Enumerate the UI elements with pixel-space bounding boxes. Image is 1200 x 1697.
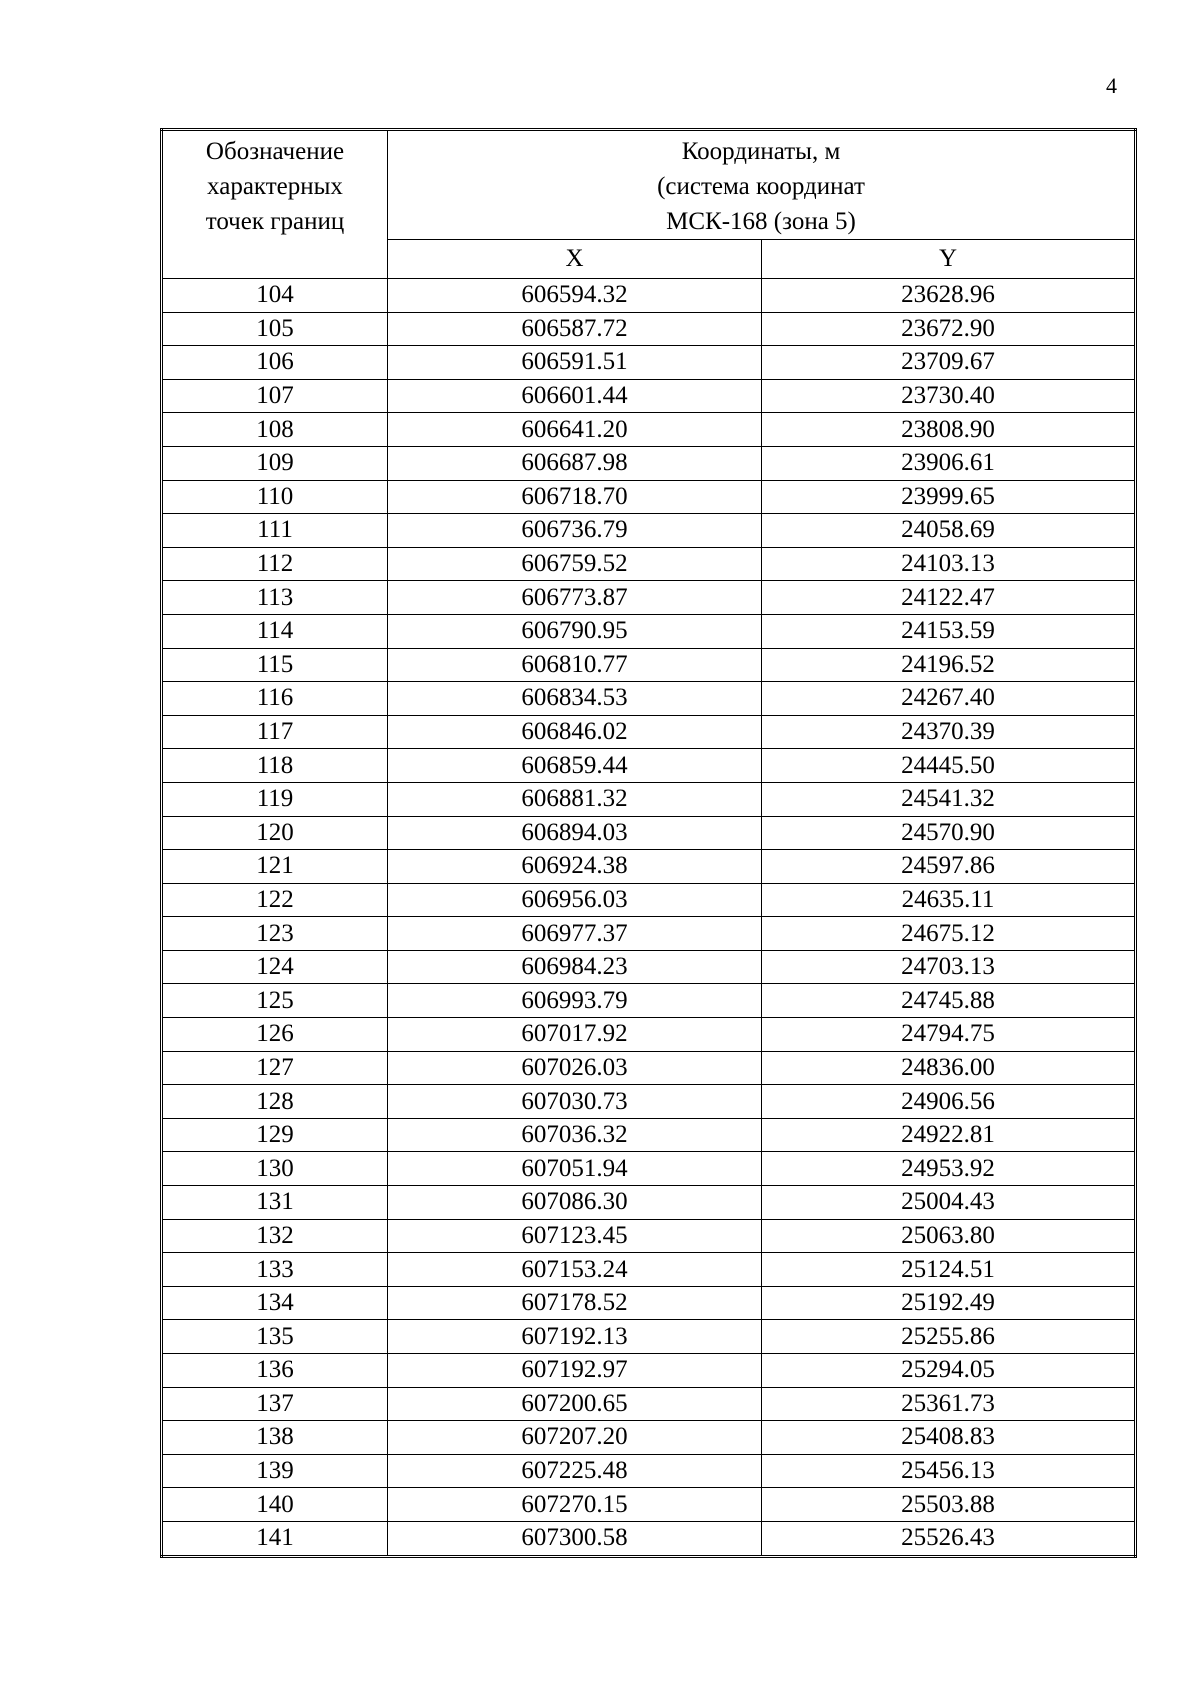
y-coordinate-cell: 25526.43 <box>762 1521 1136 1556</box>
table-row <box>162 984 1136 1018</box>
point-number-cell: 128 <box>162 1085 388 1119</box>
point-number-cell: 141 <box>162 1521 388 1556</box>
x-coordinate-cell: 607200.65 <box>388 1387 762 1421</box>
point-number-cell: 131 <box>162 1186 388 1220</box>
table-row <box>162 1152 1136 1186</box>
y-coordinate-cell: 23999.65 <box>762 480 1136 514</box>
y-coordinate-cell: 25408.83 <box>762 1421 1136 1455</box>
point-number-cell: 125 <box>162 984 388 1018</box>
x-coordinate-cell: 606924.38 <box>388 850 762 884</box>
y-coordinate-cell: 25124.51 <box>762 1253 1136 1287</box>
x-coordinate-cell: 606993.79 <box>388 984 762 1018</box>
y-coordinate-cell: 24794.75 <box>762 1018 1136 1052</box>
y-coordinate-cell: 24953.92 <box>762 1152 1136 1186</box>
table-row <box>162 816 1136 850</box>
x-coordinate-cell: 606687.98 <box>388 446 762 480</box>
point-number-cell: 134 <box>162 1286 388 1320</box>
point-number-cell: 104 <box>162 279 388 313</box>
point-number-cell: 108 <box>162 413 388 447</box>
table-row <box>162 917 1136 951</box>
x-coordinate-cell: 606810.77 <box>388 648 762 682</box>
y-coordinate-cell: 23628.96 <box>762 279 1136 313</box>
y-coordinate-cell: 24370.39 <box>762 715 1136 749</box>
header-line: характерных <box>207 173 343 200</box>
x-coordinate-cell: 606790.95 <box>388 614 762 648</box>
table-row <box>162 1454 1136 1488</box>
point-number-cell: 117 <box>162 715 388 749</box>
table-row <box>162 547 1136 581</box>
y-coordinate-cell: 24635.11 <box>762 883 1136 917</box>
table-row <box>162 1320 1136 1354</box>
point-number-cell: 121 <box>162 850 388 884</box>
x-coordinate-cell: 607178.52 <box>388 1286 762 1320</box>
x-coordinate-cell: 607026.03 <box>388 1051 762 1085</box>
x-coordinate-cell: 607207.20 <box>388 1421 762 1455</box>
x-coordinate-cell: 606977.37 <box>388 917 762 951</box>
point-number-cell: 127 <box>162 1051 388 1085</box>
table-row <box>162 379 1136 413</box>
y-coordinate-cell: 24836.00 <box>762 1051 1136 1085</box>
table-row <box>162 312 1136 346</box>
x-coordinate-cell: 607270.15 <box>388 1488 762 1522</box>
table-row <box>162 1018 1136 1052</box>
point-number-cell: 107 <box>162 379 388 413</box>
table-row <box>162 1488 1136 1522</box>
y-coordinate-cell: 23730.40 <box>762 379 1136 413</box>
header-line: (система координат <box>657 173 865 200</box>
y-coordinate-cell: 24922.81 <box>762 1118 1136 1152</box>
point-number-cell: 124 <box>162 950 388 984</box>
y-coordinate-cell: 23808.90 <box>762 413 1136 447</box>
y-coordinate-cell: 24570.90 <box>762 816 1136 850</box>
table-row <box>162 1085 1136 1119</box>
table-row <box>162 1219 1136 1253</box>
point-number-cell: 122 <box>162 883 388 917</box>
point-number-cell: 133 <box>162 1253 388 1287</box>
y-coordinate-cell: 24675.12 <box>762 917 1136 951</box>
point-number-cell: 138 <box>162 1421 388 1455</box>
table-row <box>162 346 1136 380</box>
header-line: МСК-168 (зона 5) <box>666 208 856 235</box>
y-coordinate-cell: 25063.80 <box>762 1219 1136 1253</box>
y-coordinate-cell: 24058.69 <box>762 514 1136 548</box>
x-coordinate-cell: 607036.32 <box>388 1118 762 1152</box>
x-coordinate-cell: 607153.24 <box>388 1253 762 1287</box>
y-coordinate-cell: 24541.32 <box>762 782 1136 816</box>
x-coordinate-cell: 607300.58 <box>388 1521 762 1556</box>
x-coordinate-cell: 606587.72 <box>388 312 762 346</box>
table-row <box>162 749 1136 783</box>
y-coordinate-cell: 25004.43 <box>762 1186 1136 1220</box>
table-row <box>162 782 1136 816</box>
y-coordinate-cell: 25192.49 <box>762 1286 1136 1320</box>
x-coordinate-cell: 607192.13 <box>388 1320 762 1354</box>
y-coordinate-cell: 24153.59 <box>762 614 1136 648</box>
x-coordinate-cell: 607051.94 <box>388 1152 762 1186</box>
x-coordinate-cell: 606859.44 <box>388 749 762 783</box>
y-coordinate-cell: 25294.05 <box>762 1354 1136 1388</box>
table-row <box>162 480 1136 514</box>
coordinates-table <box>160 128 1137 1558</box>
x-coordinate-cell: 606759.52 <box>388 547 762 581</box>
point-number-cell: 106 <box>162 346 388 380</box>
y-coordinate-cell: 24445.50 <box>762 749 1136 783</box>
table-body <box>162 279 1136 1557</box>
x-coordinate-cell: 606594.32 <box>388 279 762 313</box>
point-number-cell: 136 <box>162 1354 388 1388</box>
point-number-cell: 135 <box>162 1320 388 1354</box>
table-row <box>162 1421 1136 1455</box>
coordinates-header <box>388 130 1136 240</box>
x-coordinate-cell: 607192.97 <box>388 1354 762 1388</box>
y-coordinate-cell: 24103.13 <box>762 547 1136 581</box>
point-number-cell: 140 <box>162 1488 388 1522</box>
point-number-cell: 113 <box>162 581 388 615</box>
x-column-header: X <box>388 240 762 279</box>
table-row <box>162 883 1136 917</box>
y-coordinate-cell: 24196.52 <box>762 648 1136 682</box>
table-row <box>162 413 1136 447</box>
point-number-cell: 111 <box>162 514 388 548</box>
point-number-cell: 119 <box>162 782 388 816</box>
x-coordinate-cell: 607086.30 <box>388 1186 762 1220</box>
y-coordinate-cell: 25361.73 <box>762 1387 1136 1421</box>
x-coordinate-cell: 607017.92 <box>388 1018 762 1052</box>
table-row <box>162 1051 1136 1085</box>
table-row <box>162 715 1136 749</box>
x-coordinate-cell: 606894.03 <box>388 816 762 850</box>
x-coordinate-cell: 606956.03 <box>388 883 762 917</box>
point-number-cell: 115 <box>162 648 388 682</box>
y-coordinate-cell: 23672.90 <box>762 312 1136 346</box>
point-number-cell: 118 <box>162 749 388 783</box>
point-number-cell: 112 <box>162 547 388 581</box>
table-row <box>162 514 1136 548</box>
y-coordinate-cell: 24745.88 <box>762 984 1136 1018</box>
x-coordinate-cell: 606641.20 <box>388 413 762 447</box>
x-coordinate-cell: 606834.53 <box>388 682 762 716</box>
table-row <box>162 581 1136 615</box>
x-coordinate-cell: 606881.32 <box>388 782 762 816</box>
table-row <box>162 614 1136 648</box>
table-row <box>162 648 1136 682</box>
table-row <box>162 1521 1136 1556</box>
point-number-cell: 116 <box>162 682 388 716</box>
y-coordinate-cell: 24906.56 <box>762 1085 1136 1119</box>
y-coordinate-cell: 24597.86 <box>762 850 1136 884</box>
y-coordinate-cell: 25456.13 <box>762 1454 1136 1488</box>
x-coordinate-cell: 606736.79 <box>388 514 762 548</box>
table-row <box>162 446 1136 480</box>
table-header <box>162 130 1136 279</box>
point-number-cell: 114 <box>162 614 388 648</box>
point-number-cell: 130 <box>162 1152 388 1186</box>
table-row <box>162 1186 1136 1220</box>
header-line: точек границ <box>205 208 345 235</box>
y-column-header: Y <box>762 240 1136 279</box>
x-coordinate-cell: 606718.70 <box>388 480 762 514</box>
x-coordinate-cell: 607225.48 <box>388 1454 762 1488</box>
table-row <box>162 950 1136 984</box>
point-number-cell: 120 <box>162 816 388 850</box>
x-coordinate-cell: 606984.23 <box>388 950 762 984</box>
y-coordinate-cell: 25255.86 <box>762 1320 1136 1354</box>
point-designation-header <box>162 130 388 279</box>
table-row <box>162 1286 1136 1320</box>
y-coordinate-cell: 25503.88 <box>762 1488 1136 1522</box>
point-number-cell: 137 <box>162 1387 388 1421</box>
point-number-cell: 105 <box>162 312 388 346</box>
y-coordinate-cell: 24122.47 <box>762 581 1136 615</box>
point-number-cell: 123 <box>162 917 388 951</box>
table-row <box>162 1354 1136 1388</box>
table-row <box>162 1253 1136 1287</box>
x-coordinate-cell: 606591.51 <box>388 346 762 380</box>
y-coordinate-cell: 23709.67 <box>762 346 1136 380</box>
point-number-cell: 129 <box>162 1118 388 1152</box>
y-coordinate-cell: 24267.40 <box>762 682 1136 716</box>
header-line: Обозначение <box>205 138 345 165</box>
table-row <box>162 1387 1136 1421</box>
table-row <box>162 1118 1136 1152</box>
x-coordinate-cell: 607123.45 <box>388 1219 762 1253</box>
x-coordinate-cell: 607030.73 <box>388 1085 762 1119</box>
table-row <box>162 279 1136 313</box>
point-number-cell: 132 <box>162 1219 388 1253</box>
point-number-cell: 126 <box>162 1018 388 1052</box>
table-row <box>162 850 1136 884</box>
point-number-cell: 139 <box>162 1454 388 1488</box>
point-number-cell: 109 <box>162 446 388 480</box>
x-coordinate-cell: 606846.02 <box>388 715 762 749</box>
header-line: Координаты, м <box>681 138 841 165</box>
y-coordinate-cell: 23906.61 <box>762 446 1136 480</box>
x-coordinate-cell: 606601.44 <box>388 379 762 413</box>
point-number-cell: 110 <box>162 480 388 514</box>
page-number: 4 <box>1106 73 1117 98</box>
table-row <box>162 682 1136 716</box>
x-coordinate-cell: 606773.87 <box>388 581 762 615</box>
y-coordinate-cell: 24703.13 <box>762 950 1136 984</box>
